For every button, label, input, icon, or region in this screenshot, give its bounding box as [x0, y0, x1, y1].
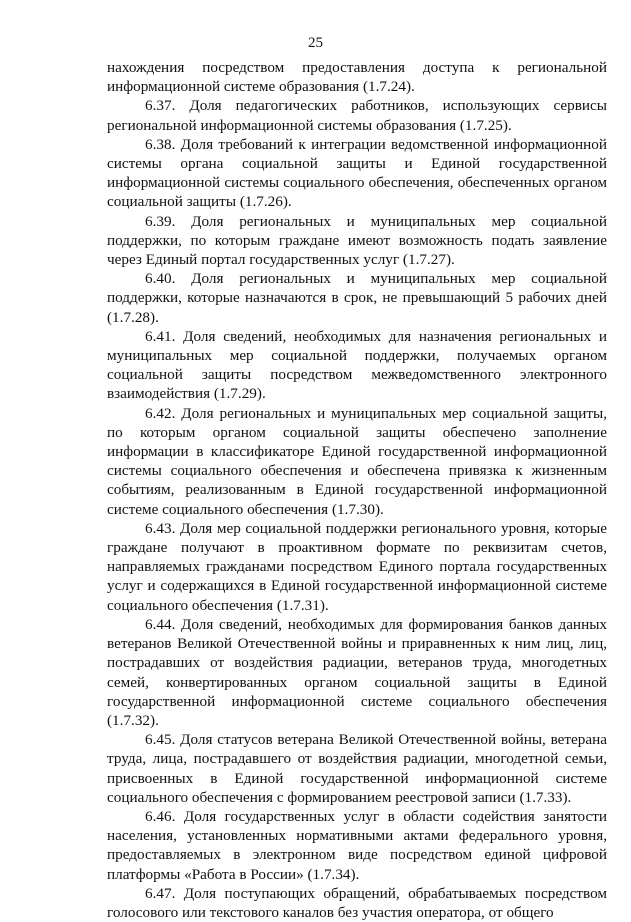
- paragraph-6-39: 6.39. Доля региональных и муниципальных мер социальной поддержки, по которым граждане имеют возможность подать заявление через Единый портал государственных услуг (1.7.27).: [107, 212, 607, 269]
- paragraph-6-40: 6.40. Доля региональных и муниципальных мер социальной поддержки, которые назначаются в срок, не превышающий 5 рабочих дней (1.7.28).: [107, 270, 607, 326]
- paragraph-6-41: 6.41. Доля сведений, необходимых для назначения региональных и муниципальных мер социальной поддержки, получаемых органом социальной защиты посредством межведомственного электронного взаимодействия (1.7.29).: [107, 327, 607, 403]
- paragraph-6-42: 6.42. Доля региональных и муниципальных мер социальной защиты, по которым органом социальной защиты обеспечено заполнение информации в классификаторе Единой государственной информационной системы социального обеспечения и обеспечена привязка к жизненным событиям, реализованным в Единой государственной информационной системе социального обеспечения (1.7.30).: [107, 404, 607, 518]
- paragraph-6-45: 6.45. Доля статусов ветерана Великой Отечественной войны, ветерана труда, лица, пострадавшего от воздействия радиации, многодетной семьи, присвоенных в Единой государственной информационной системе социального обеспечения с формированием реестровой записи (1.7.33).: [107, 731, 607, 806]
- paragraph-6-44: 6.44. Доля сведений, необходимых для формирования банков данных ветеранов Великой Отечественной войны и приравненных к ним лиц, лиц, пострадавших от воздействия радиации, ветеранов труда, многодетных семей, конвертированных органом социальной защиты в Единой государственной информационной системе социального обеспечения (1.7.32).: [107, 615, 607, 729]
- paragraph-6-38: 6.38. Доля требований к интеграции ведомственной информационной системы органа социальной защиты и Единой государственной информационной системы социального обеспечения, обеспеченных органом социальной защиты (1.7.26).: [107, 135, 607, 211]
- paragraph-6-46: 6.46. Доля государственных услуг в области содействия занятости населения, установленных нормативными актами федерального уровня, предоставляемых в электронном виде посредством единой цифровой платформы «Работа в России» (1.7.34).: [107, 807, 607, 883]
- paragraph-6-43: 6.43. Доля мер социальной поддержки регионального уровня, которые граждане получают в проактивном формате по реквизитам счетов, направляемых гражданами посредством Единого портала государственных услуг и содержащихся в Единой государственной информационной системе социального обеспечения (1.7.31).: [107, 519, 607, 614]
- document-body: [107, 58, 607, 922]
- paragraph-continuation: нахождения посредством предоставления доступа к региональной информационной системе образования (1.7.24).: [107, 59, 607, 96]
- paragraph-6-47: 6.47. Доля поступающих обращений, обрабатываемых посредством голосового или текстового каналов без участия оператора, от общего: [107, 884, 607, 921]
- paragraph-6-37: 6.37. Доля педагогических работников, использующих сервисы региональной информационной системы образования (1.7.25).: [107, 97, 607, 134]
- page-number: 25: [308, 35, 323, 51]
